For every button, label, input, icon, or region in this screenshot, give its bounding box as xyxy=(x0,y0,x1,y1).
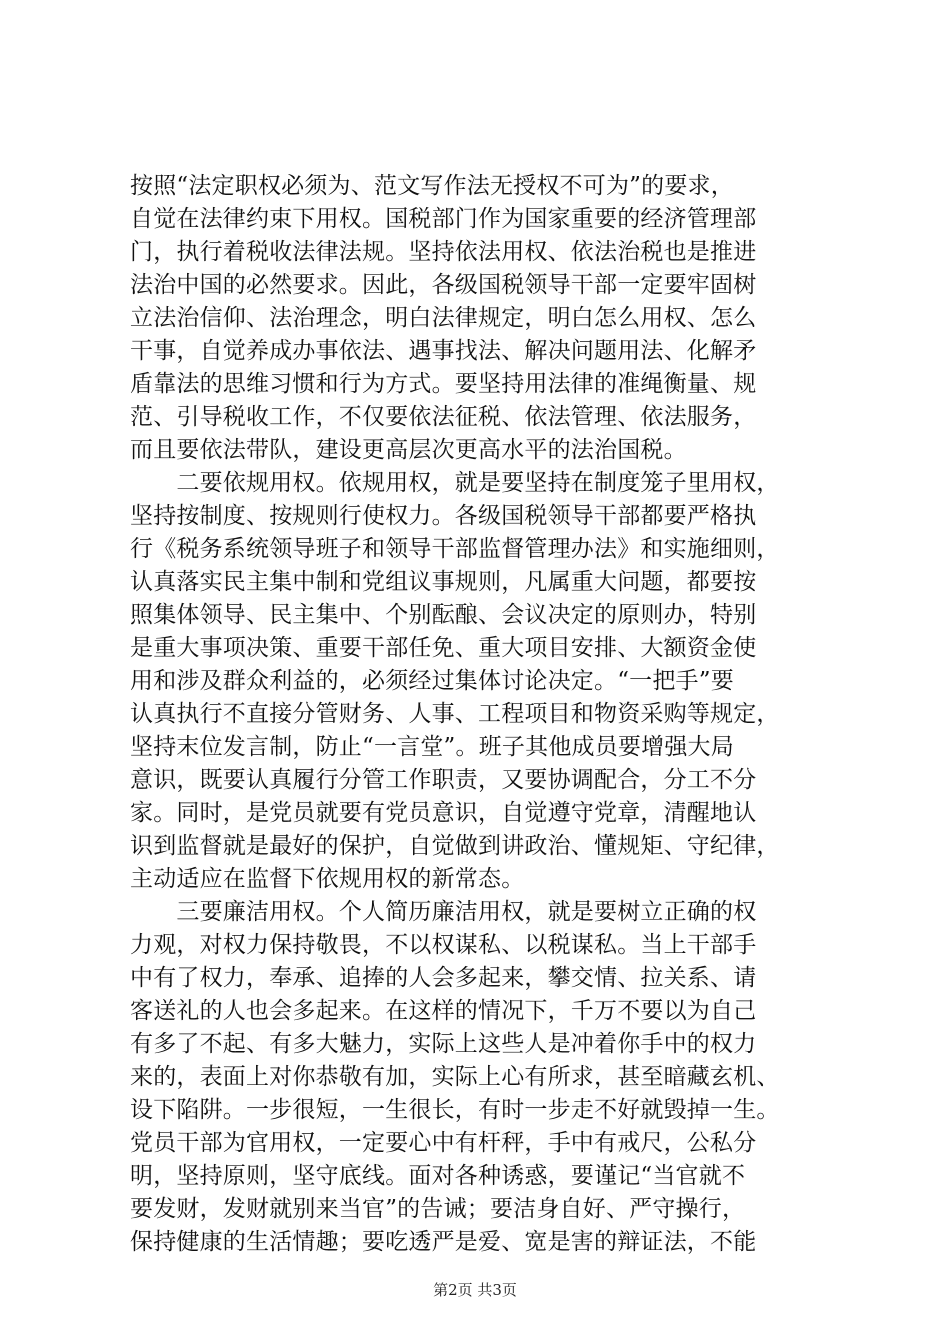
text-line: 客送礼的人也会多起来。在这样的情况下，千万不要以为自己 xyxy=(130,998,757,1024)
text-line: 自觉在法律约束下用权。国税部门作为国家重要的经济管理部 xyxy=(130,206,757,232)
text-line: 而且要依法带队，建设更高层次更高水平的法治国税。 xyxy=(130,437,687,463)
text-line: 明，坚持原则，坚守底线。面对各种诱惑，要谨记“当官就不 xyxy=(130,1163,746,1189)
text-line: 保持健康的生活情趣；要吃透严是爱、宽是害的辩证法，不能 xyxy=(130,1229,757,1255)
page-footer xyxy=(0,1280,950,1300)
text-line: 家。同时，是党员就要有党员意识，自觉遵守党章，清醒地认 xyxy=(130,800,757,826)
text-line: 盾靠法的思维习惯和行为方式。要坚持用法律的准绳衡量、规 xyxy=(130,371,757,397)
text-line: 按照“法定职权必须为、范文写作法无授权不可为”的要求， xyxy=(130,173,734,199)
text-line: 坚持按制度、按规则行使权力。各级国税领导干部都要严格执 xyxy=(130,503,757,529)
text-line: 设下陷阱。一步很短，一生很长，有时一步走不好就毁掉一生。 xyxy=(130,1097,780,1123)
text-line: 法治中国的必然要求。因此，各级国税领导干部一定要牢固树 xyxy=(130,272,757,298)
text-line: 认真落实民主集中制和党组议事规则，凡属重大问题，都要按 xyxy=(130,569,757,595)
text-line: 二要依规用权。依规用权，就是要坚持在制度笼子里用权， xyxy=(130,470,780,496)
text-line: 范、引导税收工作，不仅要依法征税、依法管理、依法服务， xyxy=(130,404,757,430)
text-line: 照集体领导、民主集中、个别酝酿、会议决定的原则办，特别 xyxy=(130,602,757,628)
text-line: 意识，既要认真履行分管工作职责，又要协调配合，分工不分 xyxy=(130,767,757,793)
text-line: 干事，自觉养成办事依法、遇事找法、解决问题用法、化解矛 xyxy=(130,338,757,364)
document-body xyxy=(130,170,830,1259)
text-line: 门，执行着税收法律法规。坚持依法用权、依法治税也是推进 xyxy=(130,239,757,265)
text-line: 立法治信仰、法治理念，明白法律规定，明白怎么用权、怎么 xyxy=(130,305,757,331)
text-line: 中有了权力，奉承、追捧的人会多起来，攀交情、拉关系、请 xyxy=(130,965,757,991)
text-line: 用和涉及群众利益的，必须经过集体讨论决定。“一把手”要 xyxy=(130,668,734,694)
text-line: 认真执行不直接分管财务、人事、工程项目和物资采购等规定， xyxy=(130,701,780,727)
text-line: 党员干部为官用权，一定要心中有杆秤，手中有戒尺，公私分 xyxy=(130,1130,757,1156)
text-line: 三要廉洁用权。个人简历廉洁用权，就是要树立正确的权 xyxy=(130,899,757,925)
page-number-label: 第2页 共3页 xyxy=(433,1281,517,1299)
text-line: 是重大事项决策、重要干部任免、重大项目安排、大额资金使 xyxy=(130,635,757,661)
text-line: 有多了不起、有多大魅力，实际上这些人是冲着你手中的权力 xyxy=(130,1031,757,1057)
text-line: 行《税务系统领导班子和领导干部监督管理办法》和实施细则， xyxy=(130,536,780,562)
text-line: 识到监督就是最好的保护，自觉做到讲政治、懂规矩、守纪律， xyxy=(130,833,780,859)
text-line: 力观，对权力保持敬畏，不以权谋私、以税谋私。当上干部手 xyxy=(130,932,757,958)
text-line: 主动适应在监督下依规用权的新常态。 xyxy=(130,866,525,892)
text-line: 来的，表面上对你恭敬有加，实际上心有所求，甚至暗藏玄机、 xyxy=(130,1064,780,1090)
text-line: 要发财，发财就别来当官”的告诫；要洁身自好、严守操行， xyxy=(130,1196,746,1222)
text-line: 坚持末位发言制，防止“一言堂”。班子其他成员要增强大局 xyxy=(130,734,734,760)
